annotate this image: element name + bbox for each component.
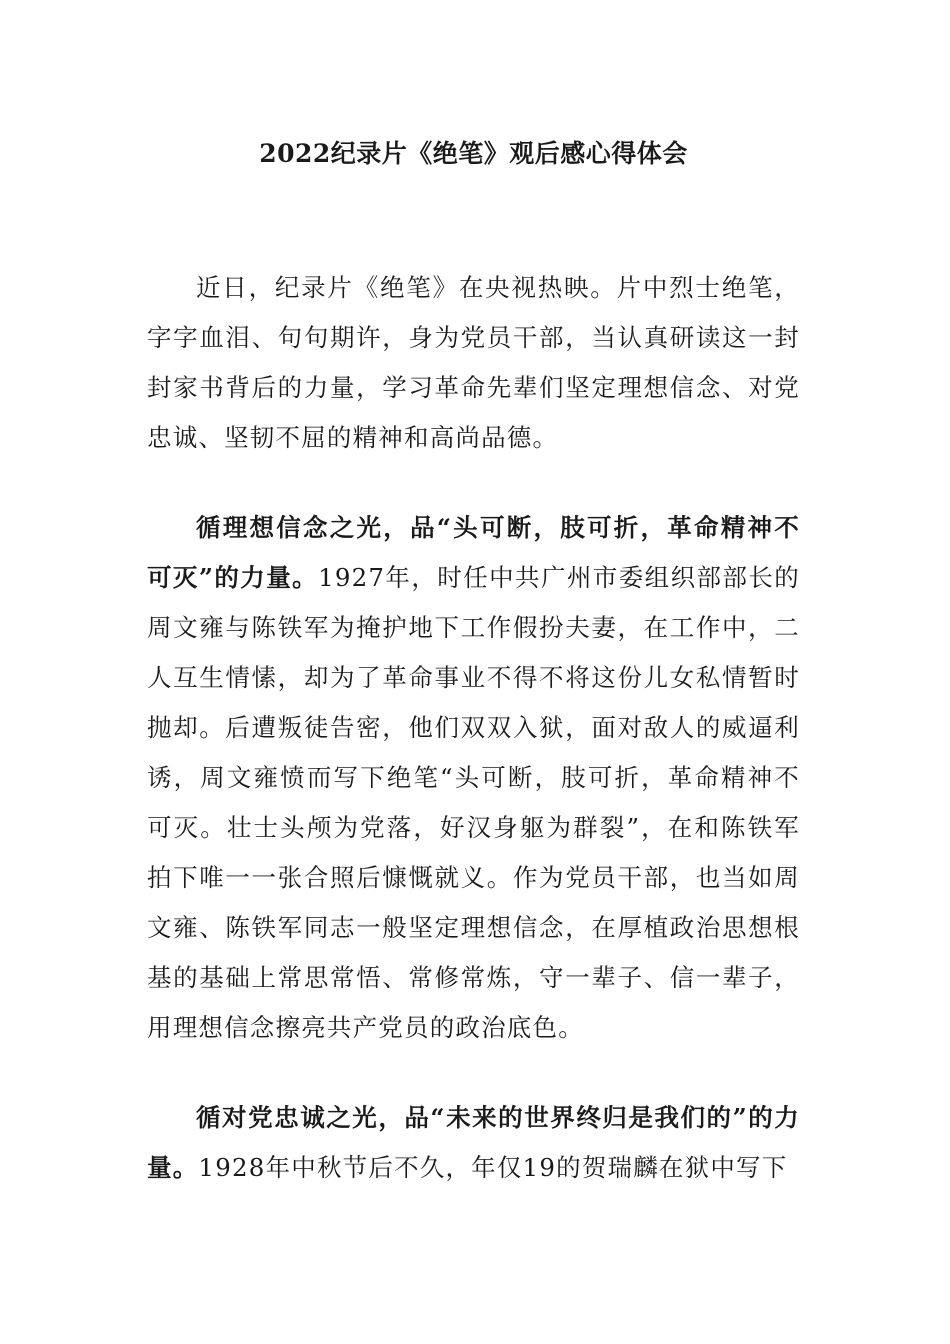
paragraph-body: 1927年，时任中共广州市委组织部部长的周文雍与陈铁军为掩护地下工作假扮夫妻，在工作中，二人互生情愫，却为了革命事业不得不将这份儿女私情暂时抛却。后遭叛徒告密，他们双双入狱，面对敌人的威逼利诱，周文雍愤而写下绝笔“头可断，肢可折，革命精神不可灭。壮士头颅为党落，好汉身躯为群裂”，在和陈铁军拍下唯一一张合照后慷慨就义。作为党员干部，也当如周文雍、陈铁军同志一般坚定理想信念，在厚植政治思想根基的基础上常思常悟、常修常炼，守一辈子、信一辈子，用理想信念擦亮共产党员的政治底色。 bbox=[147, 563, 800, 1042]
paragraph-ideals bbox=[147, 503, 800, 1053]
paragraph-lead-heading: 循理想信念之光，品“头可断，肢可折，革命精神不可灭”的力量。 bbox=[147, 513, 800, 592]
paragraph-loyalty bbox=[147, 1093, 800, 1193]
paragraph-intro bbox=[147, 263, 800, 463]
paragraph-lead-heading: 循对党忠诚之光，品“未来的世界终归是我们的”的力量。 bbox=[147, 1103, 800, 1182]
document-title: 2022纪录片《绝笔》观后感心得体会 bbox=[259, 139, 688, 168]
paragraph-body: 近日，纪录片《绝笔》在央视热映。片中烈士绝笔，字字血泪、句句期许，身为党员干部，当认真研读这一封封家书背后的力量，学习革命先辈们坚定理想信念、对党忠诚、坚韧不屈的精神和高尚品德。 bbox=[147, 273, 800, 452]
paragraph-body: 1928年中秋节后不久，年仅19的贺瑞麟在狱中写下 bbox=[198, 1153, 788, 1182]
